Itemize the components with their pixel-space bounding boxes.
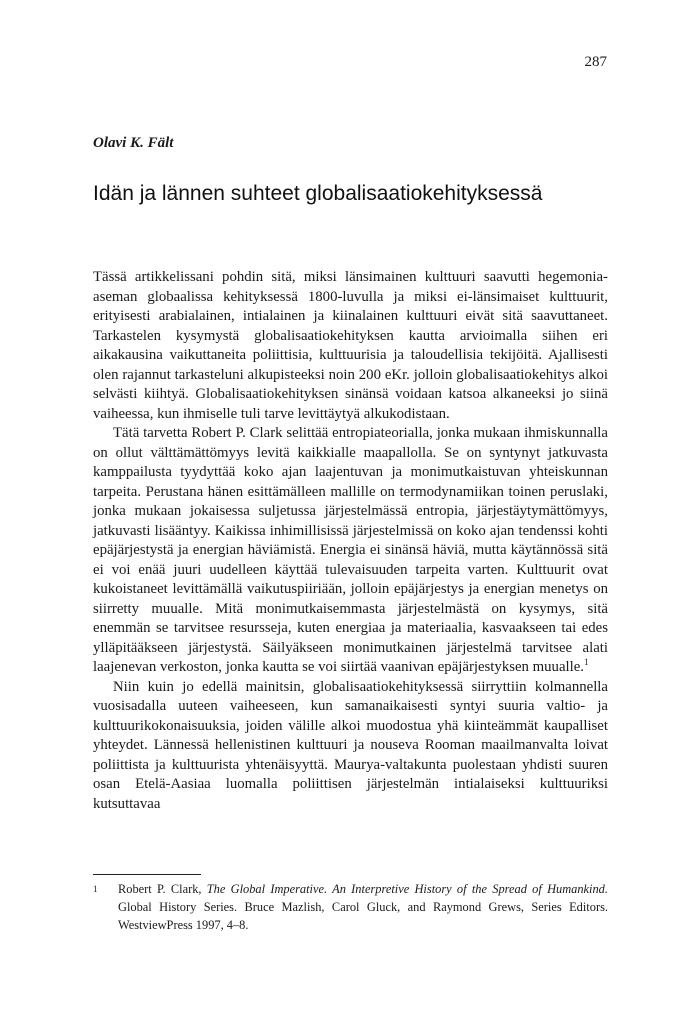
paragraph-2	[93, 424, 608, 678]
article-title: Idän ja lännen suhteet globalisaatiokehityksessä	[93, 182, 543, 205]
footnote-text	[118, 880, 608, 934]
footnote-reference[interactable]: 1	[584, 657, 589, 668]
footnote-work-title: The Global Imperative. An Interpretive History of the Spread of Humankind.	[206, 882, 608, 896]
author-name: Olavi K. Fält	[93, 135, 174, 151]
page-number: 287	[584, 54, 607, 70]
paragraph-3: Niin kuin jo edellä mainitsin, globalisaatiokehityksessä siirryttiin kolmannella vuosisadalla uuteen vaiheeseen, kun samanaikaisesti syntyi suuria valtio- ja kulttuurikokonaisuuksia, joiden välille alkoi muodostua yhä kiinteämmät kaupalliset yhteydet. Lännessä hellenistinen kulttuuri ja nouseva Rooman maailmanvalta loivat poliittista ja kulttuurista yhtenäisyyttä. Maurya-valtakunta puolestaan yhdisti suuren osan Etelä-Aasiaa luomalla poliittisen järjestelmän intialaiseksi kulttuuriksi kutsuttavaa	[93, 678, 608, 812]
footnote-author: Robert P. Clark,	[118, 882, 207, 896]
footnote-number: 1	[93, 884, 98, 894]
paragraph-2-text: Tätä tarvetta Robert P. Clark selittää entropiateorialla, jonka mukaan ihmiskunnalla on ollut välttämättömyys levitä kaikkialle maapallolla. Se on syntynyt jatkuvasta kamppailusta tyydyttää koko ajan laajentuvan ja monimutkaistuvan yhteiskunnan tarpeita. Perustana hänen esittämälleen mallille on termodynamiikan toinen peruslaki, jonka mukaan jokaisessa suljetussa järjestelmässä entropia, järjestäytymättömyys, jatkuvasti lisääntyy. Kaikissa inhimillisissä järjestelmissä on koko ajan tendenssi kohti epäjärjestystä ja energian häviämistä. Energia ei sinänsä häviä, mutta käytännössä sitä ei voi enää juuri uudelleen käyttää tulevaisuuden tarpeita varten. Kulttuurit ovat kukoistaneet levittämällä vaikutuspiiriään, jolloin epäjärjestys ja energian menetys on siirretty muualle. Mitä monimutkaisemmasta järjestelmästä on kysymys, sitä enemmän se tarvitsee resursseja, kuten energiaa ja materiaalia, kasvaakseen tai edes ylläpitääkseen järjestystä. Säilyäkseen monimutkainen järjestelmä tarvitsee alati laajenevan verkoston, jonka kautta se voi siirtää vaanivan epäjärjestyksen muualle.	[93, 425, 608, 675]
paragraph-1: Tässä artikkelissani pohdin sitä, miksi länsimainen kulttuuri saavutti hegemonia-aseman globaalissa kehityksessä 1800-luvulla ja miksi ei-länsimaiset kulttuurit, erityisesti arabialainen, intialainen ja kiinalainen kulttuuri eivät sitä saavuttaneet. Tarkastelen kysymystä globalisaatiokehityksen kautta arvioimalla siihen eri aikakausina vaikuttaneita poliittisia, kulttuurisia ja taloudellisia tekijöitä. Ajallisesti olen rajannut tarkasteluni alkupisteeksi noin 200 eKr. jolloin globalisaatiokehitys alkoi selvästi kiihtyä. Globalisaatiokehityksen sinänsä voidaan katsoa alkaneeksi jo siinä vaiheessa, kun ihmiselle tuli tarve levittäytyä alkukodistaan.	[93, 269, 608, 422]
article-body	[93, 268, 608, 814]
footnote-details: Global History Series. Bruce Mazlish, Carol Gluck, and Raymond Grews, Series Editors. WestviewPress 1997, 4–8.	[118, 900, 608, 932]
footnote-divider	[93, 874, 201, 875]
footnote	[93, 880, 608, 934]
